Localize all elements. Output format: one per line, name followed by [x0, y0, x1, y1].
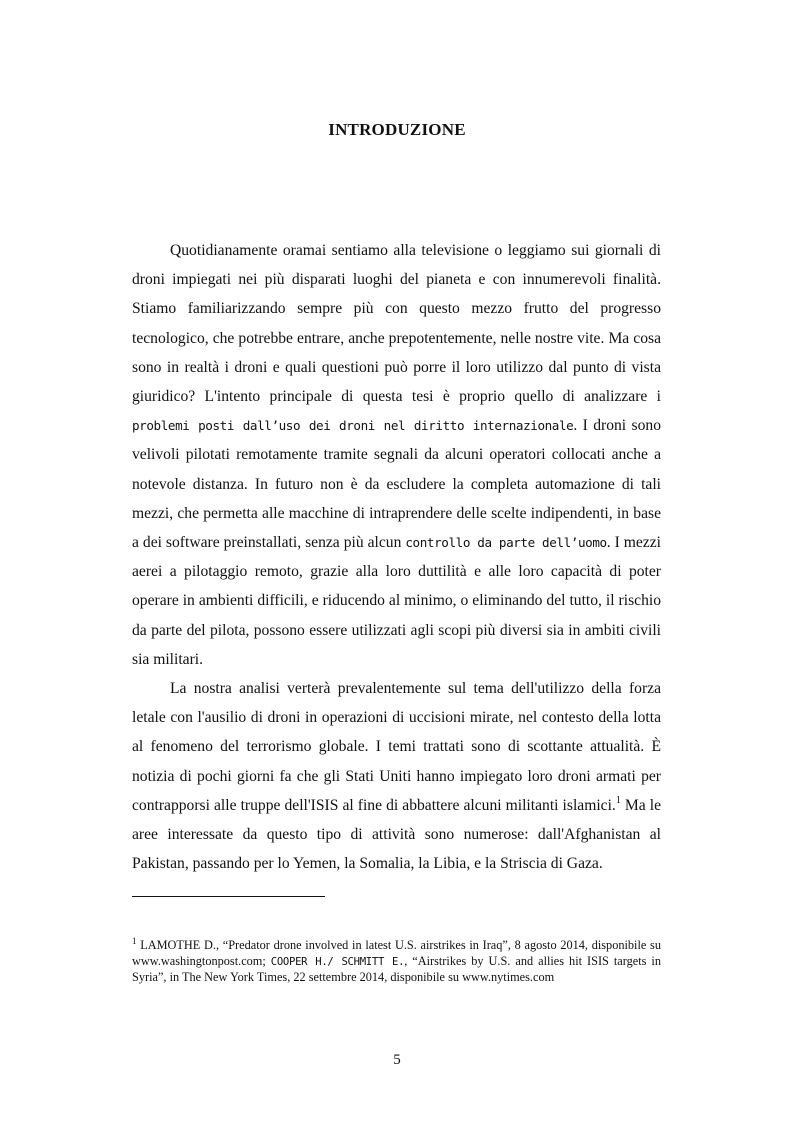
footnote	[132, 938, 661, 986]
paragraph-text-typewriter: problemi posti dall’uso dei droni nel diritto internazionale	[132, 418, 574, 434]
footnote-text: , “Airstrikes by U.S. and allies hit ISIS targets in Syria”, in The New York Times, 22 settembre 2014, disponibile su www.nytimes.com	[132, 953, 661, 985]
body-text	[132, 236, 661, 878]
footnote-text-typewriter: COOPER H./ SCHMITT E.	[270, 955, 405, 968]
paragraph-text: . I droni sono velivoli pilotati remotamente tramite segnali da alcuni operatori collocati anche a notevole distanza. In futuro non è da escludere la completa automazione di tali mezzi, che permetta alle macchine di intraprendere delle scelte indipendenti, in base a dei software preinstallati, senza più alcun	[132, 417, 661, 552]
paragraph-text: . I mezzi aerei a pilotaggio remoto, grazie alla loro duttilità e alle loro capacità di poter operare in ambienti difficili, e riducendo al minimo, o eliminando del tutto, il rischio da parte del pilota, possono essere utilizzati agli scopi più diversi sia in ambiti civili sia militari.	[132, 534, 661, 668]
page-heading: INTRODUZIONE	[328, 120, 466, 139]
paragraph	[132, 674, 661, 878]
footnote-reference[interactable]: 1	[615, 794, 621, 806]
paragraph-text: Ma le aree interessate da questo tipo di attività sono numerose: dall'Afghanistan al Pakistan, passando per lo Yemen, la Somalia, la Libia, e la Striscia di Gaza.	[132, 796, 661, 873]
paragraph	[132, 236, 661, 674]
footnote-text: LAMOTHE D., “Predator drone involved in latest U.S. airstrikes in Iraq”, 8 agosto 2014, disponibile su www.washingtonpost.com;	[132, 938, 661, 968]
paragraph-text-typewriter: controllo da parte dell’uomo	[405, 535, 607, 551]
footnote-separator	[132, 896, 325, 897]
paragraph-text: La nostra analisi verterà prevalentemente sul tema dell'utilizzo della forza letale con l'ausilio di droni in operazioni di uccisioni mirate, nel contesto della lotta al fenomeno del terrorismo globale. I temi trattati sono di scottante attualità. È notizia di pochi giorni fa che gli Stati Uniti hanno impiegato loro droni armati per contrapporsi alle truppe dell'ISIS al fine di abbattere alcuni militanti islamici.	[132, 680, 661, 814]
footnote-marker: 1	[132, 936, 137, 946]
paragraph-text: Quotidianamente oramai sentiamo alla televisione o leggiamo sui giornali di droni impiegati nei più disparati luoghi del pianeta e con innumerevoli finalità. Stiamo familiarizzando sempre più con questo mezzo frutto del progresso tecnologico, che potrebbe entrare, anche prepotentemente, nelle nostre vite. Ma cosa sono in realtà i droni e quali questioni può porre il loro utilizzo dal punto di vista giuridico? L'intento principale di questa tesi è proprio quello di analizzare i	[132, 242, 661, 406]
page-number: 5	[393, 1052, 401, 1068]
